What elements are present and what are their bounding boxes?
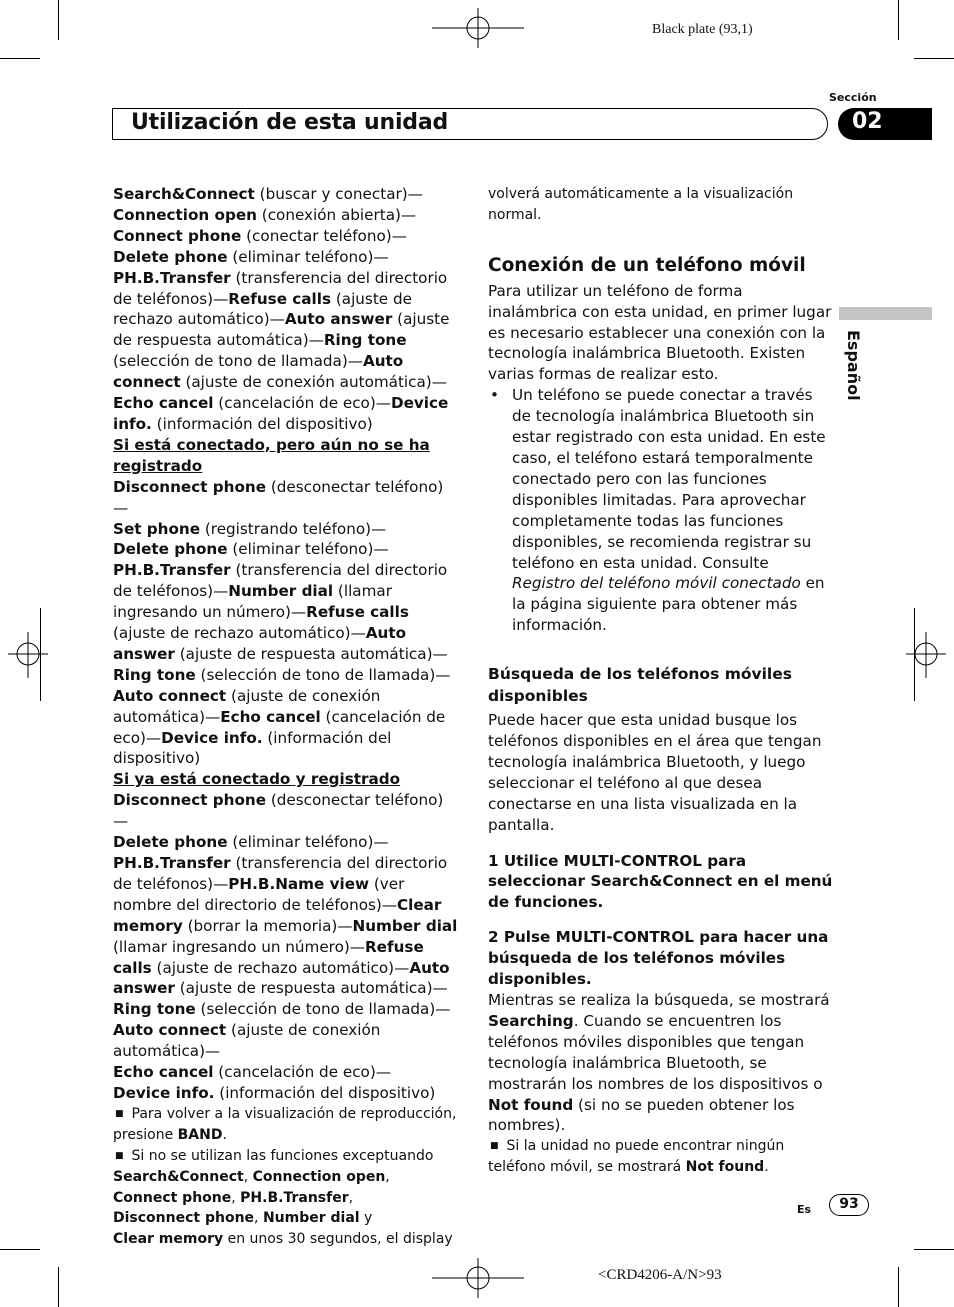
note-square-icon: ■	[490, 1141, 499, 1152]
section-number: 02	[852, 109, 883, 134]
note-continuation: volverá automáticamente a la visualización normal.	[488, 186, 794, 223]
registration-mark-top	[432, 8, 524, 48]
search-paragraph: Puede hacer que esta unidad busque los teléfonos disponibles en el área que tengan tecnología inalámbrica Bluetooth, y luego seleccionar el teléfono al que desea conectarse en una lista visualizada en la pantalla.	[488, 711, 822, 834]
menu-paragraph: PH.B.Transfer (transferencia del directorio de teléfonos)—Number dial (llamar ingresando un número)—Refuse calls (ajuste de rechazo automático)—Auto answer (ajuste de respuesta automática)—Ring tone (selección de tono de llamada)—Auto connect (ajuste de conexión automática)—Echo cancel (cancelación de eco)—Device info. (información del dispositivo)	[113, 561, 451, 768]
right-column	[488, 184, 833, 1178]
menu-paragraph: PH.B.Transfer (transferencia del directorio de teléfonos)—PH.B.Name view (ver nombre del directorio de teléfonos)—Clear memory (borrar la memoria)—Number dial (llamar ingresando un número)—Refuse calls (ajuste de rechazo automático)—Auto answer (ajuste de respuesta automática)—Ring tone (selección de tono de llamada)—Auto connect (ajuste de conexión automática)— Echo cancel (cancelación de eco)— Device info. (información del dispositivo)	[113, 854, 458, 1102]
step-2: 2 Pulse MULTI-CONTROL para hacer una búsqueda de los teléfonos móviles disponibles.	[488, 928, 829, 989]
note-back-to-playback: ■ Para volver a la visualización de reproducción, presione BAND.	[113, 1105, 457, 1143]
section-label: Sección	[829, 91, 877, 104]
step-1: 1 Utilice MULTI-CONTROL para seleccionar Search&Connect en el menú de funciones.	[488, 851, 833, 912]
footer-code: <CRD4206-A/N>93	[598, 1267, 722, 1283]
registration-mark-bottom	[432, 1258, 524, 1298]
section-badge	[838, 108, 932, 140]
registration-mark-right	[906, 632, 946, 678]
plate-label: Black plate (93,1)	[652, 22, 753, 37]
menu-paragraph: PH.B.Transfer (transferencia del directorio de teléfonos)—Refuse calls (ajuste de rechazo automático)—Auto answer (ajuste de respuesta automática)—Ring tone (selección de tono de llamada)—Auto connect (ajuste de conexión automática)—Echo cancel (cancelación de eco)—Device info. (información del dispositivo)	[113, 268, 450, 433]
bullet-item: • Un teléfono se puede conectar a través de tecnología inalámbrica Bluetooth sin estar registrado con esta unidad. En este caso, el teléfono estará temporalmente conectado pero con las funciones disponibles limitadas. Para aprovechar completamente todas las funciones disponibles, se recomienda registrar su teléfono en esta unidad. Consulte Registro del teléfono móvil conectado en la página siguiente para obtener más información.	[490, 386, 826, 635]
registration-mark-left	[8, 632, 48, 678]
menu-line: Search&Connect (buscar y conectar)—	[113, 185, 423, 203]
menu-line: Delete phone (eliminar teléfono)—	[113, 247, 389, 266]
page-title: Utilización de esta unidad	[131, 110, 449, 135]
menu-line: Disconnect phone (desconectar teléfono)—	[113, 477, 444, 517]
intro-paragraph: Para utilizar un teléfono de forma inalámbrica con esta unidad, en primer lugar es necesario establecer una conexión con la tecnología inalámbrica Bluetooth. Existen varias formas de realizar esto.	[488, 281, 832, 384]
menu-line: Connect phone (conectar teléfono)—	[113, 226, 407, 245]
note-not-found: ■ Si la unidad no puede encontrar ningún teléfono móvil, se mostrará Not found.	[488, 1138, 785, 1176]
note-auto-return: ■ Si no se utilizan las funciones exceptuando Search&Connect, Connection open, Connect phone, PH.B.Transfer, Disconnect phone, Number dial y Clear memory en unos 30 segundos, el display	[113, 1147, 453, 1248]
subheading-connected-registered: Si ya está conectado y registrado	[113, 770, 401, 789]
menu-line: Set phone (registrando teléfono)—	[113, 519, 387, 538]
language-code: Es	[797, 1203, 812, 1216]
subheading-connected-not-registered: Si está conectado, pero aún no se ha registrado	[113, 435, 430, 475]
page-number: 93	[829, 1194, 869, 1216]
section-heading: Conexión de un teléfono móvil	[488, 254, 806, 276]
note-square-icon: ■	[115, 1108, 124, 1119]
menu-line: Connection open (conexión abierta)—	[113, 205, 417, 224]
left-column	[113, 184, 458, 1250]
bullet-icon: •	[490, 386, 499, 405]
menu-line: Delete phone (eliminar teléfono)—	[113, 833, 389, 852]
search-result-paragraph: Mientras se realiza la búsqueda, se mostrará Searching. Cuando se encuentren los teléfonos móviles disponibles que tengan tecnología inalámbrica Bluetooth, se mostrarán los nombres de los dispositivos o Not found (si no se pueden obtener los nombres).	[488, 991, 830, 1135]
language-tab-bar	[839, 307, 932, 320]
language-tab: Español	[844, 330, 863, 401]
menu-line: Disconnect phone (desconectar teléfono)—	[113, 791, 444, 831]
menu-line: Delete phone (eliminar teléfono)—	[113, 540, 389, 559]
subsection-heading: Búsqueda de los teléfonos móviles disponibles	[488, 665, 792, 706]
note-square-icon: ■	[115, 1150, 124, 1161]
